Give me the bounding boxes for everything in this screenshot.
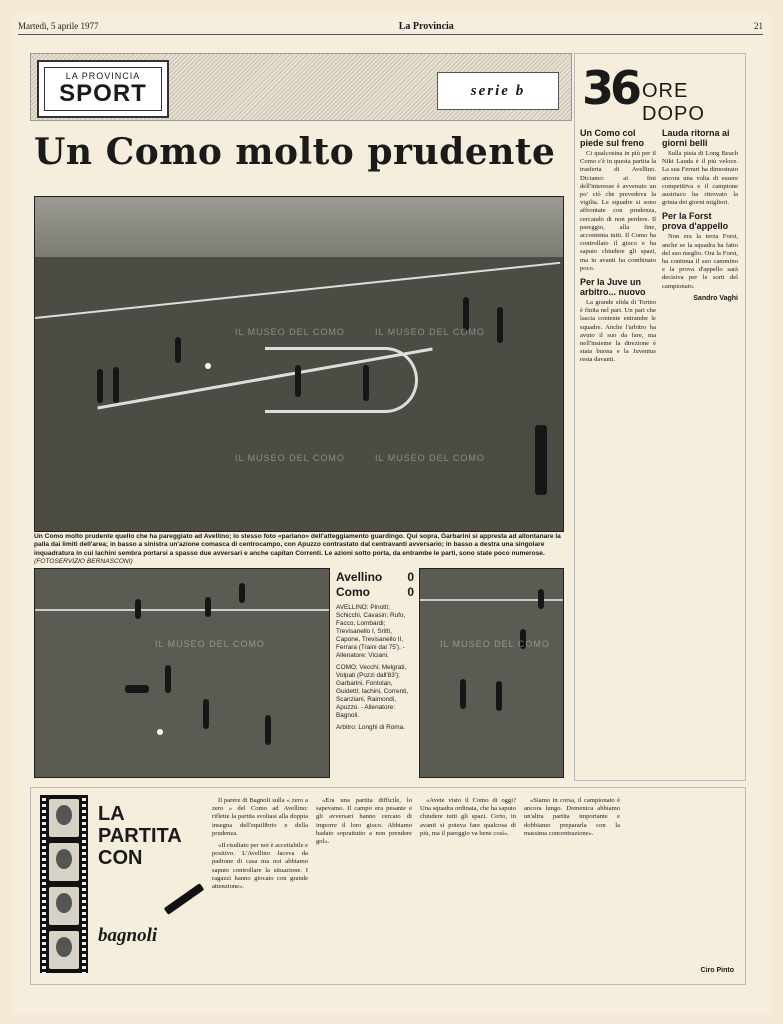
away-lineup: COMO: Vecchi; Melgrati, Volpati (Pozzi dall'83'); Garbarini, Fontolan, Guidetti; Iachini, Correnti, Scanziani, Raimondi, Apuzzo. - Allenatore: Bagnoli.	[336, 664, 409, 719]
feature-title-line: PARTITA	[98, 825, 182, 847]
feature-column-1	[212, 797, 308, 977]
signature: Sandro Vaghi	[693, 294, 738, 302]
ball	[157, 729, 163, 735]
film-strip	[40, 795, 88, 973]
oredopo-number: 36	[582, 61, 639, 115]
player	[239, 583, 245, 603]
feature-paragraph: «Avete visto il Como di oggi? Una squadra ordinata, che ha saputo chiudere tutti gli spazi. Certo, in avanti si poteva fare qualcosa di più, ma il pareggio va bene così».	[420, 797, 516, 837]
portrait	[56, 937, 72, 957]
watermark: IL MUSEO DEL COMO	[235, 327, 345, 337]
feature-paragraph: «Siamo in corsa, il campionato è ancora lungo. Domenica abbiamo un'altra partita importante e dobbiamo prepararla con la massima concentrazione».	[524, 797, 620, 837]
watermark: IL MUSEO DEL COMO	[375, 327, 485, 337]
photo-caption	[34, 533, 562, 567]
feature-column-3	[420, 797, 516, 977]
watermark: IL MUSEO DEL COMO	[155, 639, 265, 649]
player	[463, 297, 469, 331]
player	[497, 307, 503, 343]
area-arc	[265, 347, 418, 413]
oredopo-column-1	[580, 128, 656, 774]
caption-credit: (FOTOSERVIZIO BERNASCONI)	[34, 558, 133, 566]
oredopo-text: ORE DOPO	[642, 80, 705, 125]
main-photo	[34, 196, 564, 532]
watermark: IL MUSEO DEL COMO	[235, 453, 345, 463]
score-away	[336, 585, 414, 600]
article-title: Per la Juve un arbitro... nuovo	[580, 277, 646, 298]
pitch-line	[35, 609, 329, 611]
masthead-small: LA PROVINCIA	[65, 71, 141, 81]
home-lineup: AVELLINO: Pinotti; Schicchi, Cavasin; Rufo, Facco, Lombardi; Trevisanello I, Sritti, Capone, Trevisanello II, Ferrara (Traini dal 75'). - Allenatore: Viciani.	[336, 604, 406, 659]
player	[203, 699, 209, 729]
player	[205, 597, 211, 617]
running-head-paper: La Provincia	[398, 20, 454, 32]
feature-paragraph: «Il risultato per noi è accettabile e positivo. L'Avellino faceva da padrone di casa ma noi abbiamo saputo controllare la situazione. I ragazzi hanno giocato con grande attenzione».	[212, 842, 308, 891]
player	[113, 367, 119, 403]
oredopo-column-2	[662, 128, 738, 774]
page-number: 21	[753, 21, 763, 31]
feature-title-line: LA	[98, 803, 125, 825]
film-holes	[82, 795, 86, 973]
feature-name: bagnoli	[98, 925, 158, 946]
article-body: Non era la terza Forst, anche se la squadra ha fatto del suo meglio. Ora la Forst, ha continua il suo cammino e la prova d'appello sarà decisiva per le sorti del campionato.	[662, 233, 738, 290]
film-frame	[49, 843, 79, 881]
photo-left	[34, 568, 330, 778]
scoreboard	[336, 570, 414, 776]
film-holes	[42, 795, 46, 973]
sport-masthead	[37, 60, 169, 118]
ball	[205, 363, 211, 369]
running-head-date: Martedì, 5 aprile 1977	[18, 21, 99, 31]
film-frame	[49, 799, 79, 837]
pen-icon	[164, 883, 205, 915]
feature-title	[98, 803, 182, 869]
article-body: Ci qualcosina in più per il Como c'è in questa partita la trasferta di Avellino. Diciamo: ai fini dell'interesse è avvenuto un po' ciò che prevedeva la vigilia. Le squadre si sono affrontate con prudenza, cercando di non perdere. Il pareggio, alla fine, accontenta tutti. Il Como ha controllato il gioco e ha saputo chiudere gli spazi, ma in avanti ha combinato poco.	[580, 150, 656, 272]
player	[265, 715, 271, 745]
article-title: Un Como col piede sul freno	[580, 128, 645, 148]
feature-paragraph: «Era una partita difficile, lo sapevamo. Il campo era pesante e gli avversari hanno cercato di imporre il loro gioco. Abbiamo badato soprattutto a non prendere gol».	[316, 797, 412, 846]
player	[165, 665, 171, 693]
film-frame	[49, 931, 79, 969]
article-body: Sulla pista di Long Beach Niki Lauda è il più veloce. La sua Ferrari ha dimostrato ancora una volta di essere competitiva e il campione austriaco ha ritrovato la grinta dei giorni migliori.	[662, 150, 738, 207]
watermark: IL MUSEO DEL COMO	[440, 639, 550, 649]
article-body: La grande sfida di Torino è finita nel pari. Un pari che lascia contente entrambe le squadre. Anche l'arbitro ha avuto il suo da fare, ma nell'insieme la direzione è stata buona e la Juventus resta davanti.	[580, 299, 656, 364]
player	[538, 589, 544, 609]
caption-text: Un Como molto prudente quello che ha pareggiato ad Avellino; lo stesso foto «parlano» dell'atteggiamento guardingo. Qui sopra, Garbarini si appresta ad allontanare la palla dai limiti dell'area; in basso a sinistra un'azione comasca di centrocampo, con Apuzzo contrastato dal centravanti avversario; in basso a destra una singolare inquadratura in cui lachini sembra portarsi a spasso due avversari e anche capitan Correnti. Le azioni sotto porta, da entrambe le parti, sono state poco numerose.	[34, 533, 561, 557]
oredopo-logo	[578, 60, 738, 125]
portrait	[56, 893, 72, 913]
player	[496, 681, 502, 711]
headline: Un Como molto prudente	[34, 131, 556, 173]
score-home	[336, 570, 414, 585]
article-title: Per la Forst prova d'appello	[662, 211, 729, 232]
home-score: 0	[407, 570, 414, 584]
feature-column-4	[524, 797, 620, 977]
portrait	[56, 849, 72, 869]
stands	[35, 197, 563, 257]
running-head	[18, 18, 763, 35]
portrait	[56, 805, 72, 825]
home-team: Avellino	[336, 570, 383, 584]
film-frame	[49, 887, 79, 925]
photo-right	[419, 568, 564, 778]
watermark: IL MUSEO DEL COMO	[375, 453, 485, 463]
player	[363, 365, 369, 401]
feature-logo	[36, 795, 204, 975]
away-score: 0	[407, 585, 414, 599]
player	[125, 685, 149, 693]
player	[295, 365, 301, 397]
player	[97, 369, 103, 403]
feature-paragraph: Il parere di Bagnoli sulla « zero a zero » del Como ad Avellino: riflette la partita svoltasi alla doppia insegna dell'equilibrio e della prudenza.	[212, 797, 308, 837]
masthead-sport: SPORT	[59, 80, 147, 107]
feature-signature: Ciro Pinto	[700, 966, 734, 974]
player	[135, 599, 141, 619]
feature-column-2	[316, 797, 412, 977]
player	[460, 679, 466, 709]
player	[175, 337, 181, 363]
player	[535, 425, 547, 495]
serie-b-label: serie b	[437, 72, 559, 110]
feature-column-5	[628, 797, 736, 977]
feature-title-line: CON	[98, 847, 143, 869]
referee: Arbitro: Longhi di Roma.	[336, 724, 405, 731]
article-title: Lauda ritorna ai giorni belli	[662, 128, 730, 148]
away-team: Como	[336, 585, 370, 599]
